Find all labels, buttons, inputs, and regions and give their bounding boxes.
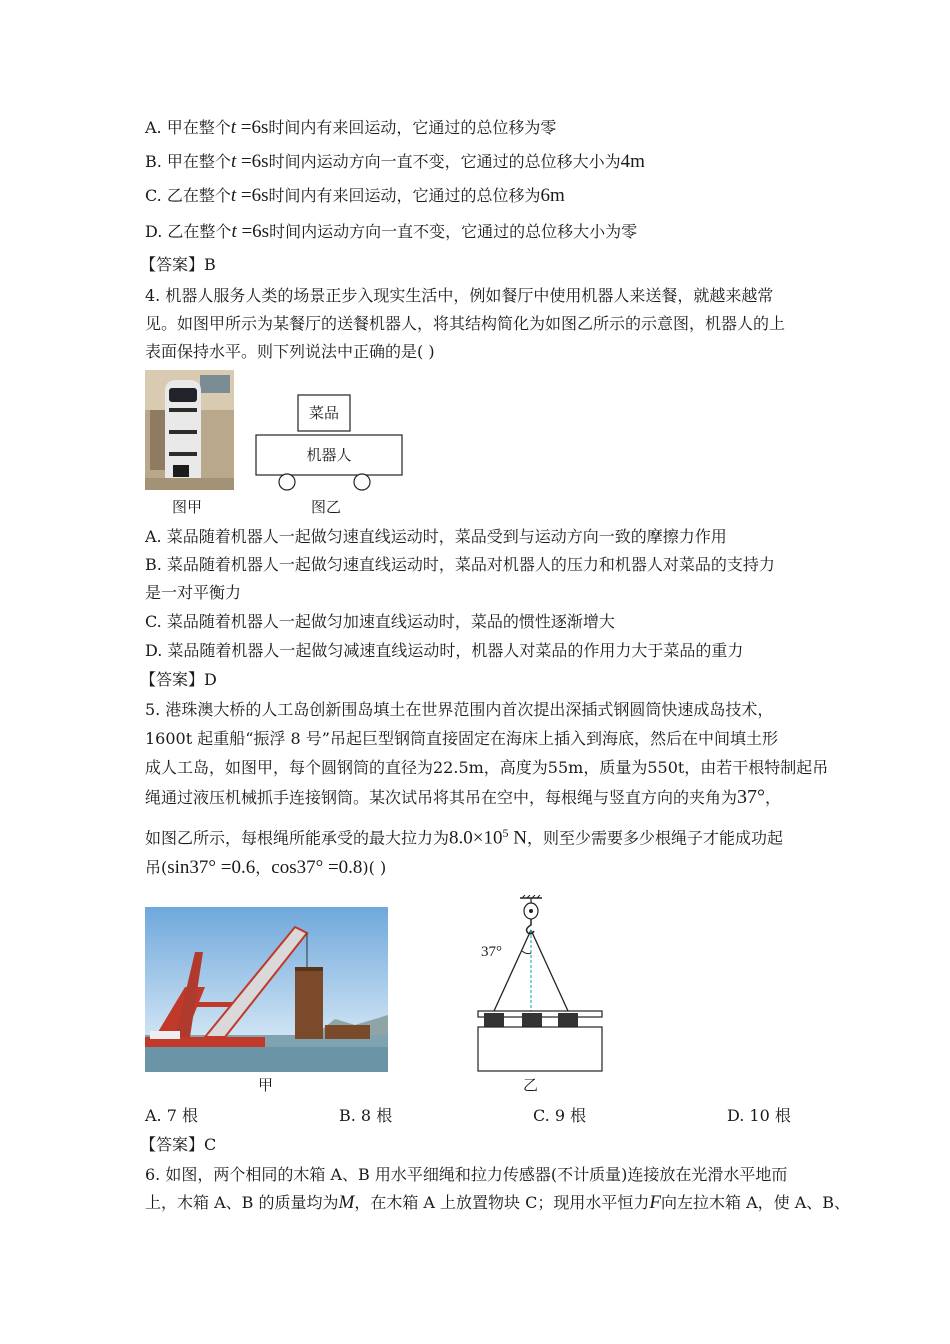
math-value: 6m: [540, 185, 565, 206]
q4-option-b-line1: B. 菜品随着机器人一起做匀速直线运动时，菜品对机器人的压力和机器人对菜品的支持力: [145, 555, 775, 574]
robot-diagram: [252, 394, 404, 494]
q4-option-c: C. 菜品随着机器人一起做匀加速直线运动时，菜品的惯性逐渐增大: [145, 612, 615, 631]
crane-photo-image: [145, 907, 388, 1072]
robot-photo: [145, 370, 234, 490]
q5-answer: 【答案】C: [140, 1135, 217, 1154]
stem-text: )( ): [362, 858, 387, 877]
robot-photo-image: [145, 370, 234, 490]
q5-stem-line5: [145, 823, 783, 848]
stem-text: 向左拉木箱 A，使 A、B、: [661, 1193, 851, 1212]
q4-option-d: D. 菜品随着机器人一起做匀减速直线运动时，机器人对菜品的作用力大于菜品的重力: [145, 641, 744, 660]
q3-option-d: [145, 222, 637, 242]
stem-text: ，: [255, 858, 272, 877]
q5-stem-line4: [145, 787, 781, 808]
option-text: C. 乙在整个: [145, 186, 231, 205]
caption-fig-yi: 乙: [523, 1076, 539, 1094]
math-value: 4m: [620, 151, 645, 172]
stem-text: 上，木箱 A、B 的质量均为: [145, 1193, 339, 1212]
option-text: 时间内有来回运动，它通过的总位移为: [268, 186, 541, 205]
q5-option-d: D. 10 根: [727, 1106, 791, 1125]
q4-stem-line3: 表面保持水平。则下列说法中正确的是( ): [145, 342, 435, 361]
stem-text: ，则至少需要多少根绳子才能成功起: [526, 828, 783, 848]
q3-option-c: [145, 186, 565, 206]
hook-diagram: [470, 895, 610, 1075]
option-text: 时间内运动方向一直不变，它通过的总位移大小为: [268, 152, 621, 171]
math-var: t: [230, 117, 237, 138]
math-eq: =6s: [236, 185, 269, 206]
math-var: t: [230, 151, 237, 172]
q5-stem-line1: 5. 港珠澳大桥的人工岛创新围岛填土在世界范围内首次提出深插式钢圆筒快速成岛技术，: [145, 700, 774, 719]
stem-text: 绳通过液压机械抓手连接钢筒。某次试吊将其吊在空中，每根绳与竖直方向的夹角为: [145, 788, 738, 807]
caption-fig-a: 图甲: [172, 498, 203, 516]
q5-option-a: A. 7 根: [145, 1106, 198, 1125]
dish-label: 菜品: [308, 404, 339, 422]
caption-fig-b: 图乙: [311, 498, 342, 516]
stem-text: 吊(: [145, 858, 168, 877]
math-var: t: [231, 221, 237, 242]
q6-stem-line1: 6. 如图，两个相同的木箱 A、B 用水平细绳和拉力传感器(不计质量)连接放在光滑水平地而: [145, 1165, 788, 1184]
q4-option-b-line2: 是一对平衡力: [145, 583, 242, 602]
q4-stem-line2: 见。如图甲所示为某餐厅的送餐机器人，将其结构简化为如图乙所示的示意图，机器人的上: [145, 314, 786, 333]
math-force: 8.0×10: [449, 827, 503, 849]
q4-stem-line1: 4. 机器人服务人类的场景正步入现实生活中，例如餐厅中使用机器人来送餐，就越来越常: [145, 286, 774, 305]
crane-photo: [145, 907, 388, 1072]
q3-answer: 【答案】B: [140, 255, 216, 274]
q5-stem-line3: 成人工岛，如图甲，每个圆钢筒的直径为22.5m，高度为55m，质量为550t，由若干根特制起吊: [145, 758, 829, 777]
math-exponent: 5: [502, 826, 509, 840]
angle-label: 37°: [481, 944, 502, 960]
math-eq: =6s: [236, 151, 269, 172]
q4-option-a: A. 菜品随着机器人一起做匀速直线运动时，菜品受到与运动方向一致的摩擦力作用: [145, 527, 727, 546]
math-cos: cos37° =0.8: [271, 857, 363, 878]
robot-label: 机器人: [306, 446, 352, 464]
q5-stem-line2: 1600t 起重船“振浮 8 号”吊起巨型钢筒直接固定在海床上插入到海底，然后在中间填土形: [145, 729, 778, 748]
hook-diagram-svg: [470, 895, 610, 1075]
option-text: 时间内有来回运动，它通过的总位移为零: [268, 118, 557, 137]
option-text: D. 乙在整个: [145, 222, 232, 241]
q6-stem-line2: [145, 1193, 850, 1213]
math-angle: 37°: [737, 786, 766, 808]
math-var: t: [230, 185, 237, 206]
caption-fig-jia: 甲: [258, 1076, 274, 1094]
math-unit: N: [508, 827, 527, 849]
math-eq: =6s: [236, 117, 269, 138]
q5-stem-line6: [145, 858, 386, 878]
stem-text: 如图乙所示，每根绳所能承受的最大拉力为: [145, 828, 450, 848]
q3-option-b: [145, 152, 645, 172]
math-sin: sin37° =0.6: [167, 857, 256, 878]
q5-option-c: C. 9 根: [533, 1106, 587, 1125]
stem-text: ，: [765, 788, 782, 807]
option-text: 时间内运动方向一直不变，它通过的总位移大小为零: [269, 222, 638, 241]
math-var: M: [338, 1192, 355, 1213]
option-text: A. 甲在整个: [145, 118, 231, 137]
q3-option-a: [145, 118, 556, 138]
stem-text: ，在木箱 A 上放置物块 C；现用水平恒力: [354, 1193, 650, 1212]
option-text: B. 甲在整个: [145, 152, 231, 171]
math-eq: =6s: [236, 221, 270, 242]
q5-option-b: B. 8 根: [339, 1106, 393, 1125]
math-var: F: [649, 1192, 661, 1213]
q4-answer: 【答案】D: [140, 670, 217, 689]
